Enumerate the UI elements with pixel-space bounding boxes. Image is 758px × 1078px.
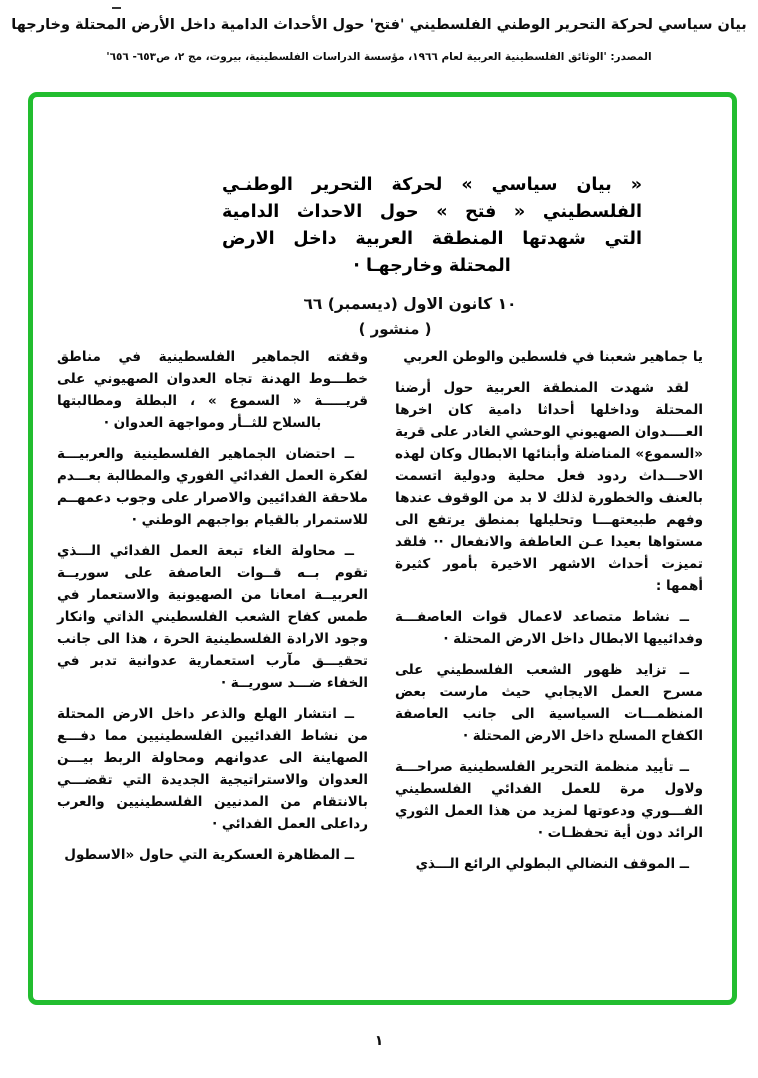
body-column-right xyxy=(395,346,703,884)
page-number: ١ xyxy=(374,1033,384,1049)
bullet-paragraph: ــ تأييد منظمة التحرير الفلسطينية صراحـــة ولاول مرة للعمل الفدائي الفلسطيني الفـــوري ودعوتها لمزيد من هذا العمل الثوري الرائد دون أية تحفظـات · xyxy=(395,759,703,841)
publication-note: ( منشور ) xyxy=(358,320,432,338)
source-header-title: بيان سياسي لحركة التحرير الوطني الفلسطيني 'فتح' حول الأحداث الدامية داخل الأرض المحتلة وخارجها xyxy=(11,17,747,33)
body-column-left xyxy=(57,346,368,875)
statement-title-line: التي شهدتها المنطقة العربية داخل الارض xyxy=(222,229,642,249)
bullet-paragraph: ــ محاولة الغاء تبعة العمل الفدائي الـــذي تقوم بــه قــوات العاصفة على سوريــة العربيــة امعانا من الصهيونية والاستعمار في طمس كفاح الشعب الفلسطيني الذاتي وانكار وجود الارادة الفلسطينية الحرة ، هذا الى جانب تحقيـــق مآرب استعمارية عدوانية تدبر في الخفاء ضـــد سوريــة · xyxy=(57,543,368,691)
statement-title-line: المحتلة وخارجهـا · xyxy=(353,256,511,276)
source-header-citation: المصدر: 'الوثائق الفلسطينية العربية لعام ١٩٦٦، مؤسسة الدراسات الفلسطينية، بيروت، مج ٢، ص٦٥٣- ٦٥٦' xyxy=(106,51,652,63)
bullet-paragraph: ــ الموقف النضالي البطولي الرائع الـــذي xyxy=(415,856,689,872)
bullet-paragraph: ــ المظاهرة العسكرية التي حاول «الاسطول xyxy=(64,847,354,863)
statement-title-line: الفلسطيني « فتح » حول الاحداث الدامية xyxy=(222,202,642,222)
statement-date: ١٠ كانون الاول (ديسمبر) ٦٦ xyxy=(303,295,517,313)
bullet-paragraph: ــ نشاط متصاعد لاعمال قوات العاصفـــة وفدائييها الابطال داخل الارض المحتلة · xyxy=(395,609,703,647)
salutation-line: يا جماهير شعبنا في فلسطين والوطن العربي xyxy=(403,349,703,365)
bullet-paragraph: ــ احتضان الجماهير الفلسطينية والعربيـــة لفكرة العمل الفدائي الفوري والمطالبة بعـــدم ملاحقة الفدائيين والاصرار على وجوب دعمهــم للاستمرار بالقيام بواجبهم الوطني · xyxy=(57,446,368,528)
paragraph: لقد شهدت المنطقة العربية حول أرضنا المحتلة وداخلها أحداثا دامية كان اخرها العــــدوان الصهيوني الوحشي الغادر على قرية «السموع» المناضلة وأبنائها الابطال وكان لهذه الاحـــداث ردود فعل محلية ودولية اتسمت بالعنف والخطورة لذلك لا بد من الوقوف عندها وفهم طبيعتهـــا وتحليلها بمنطق يرتفع الى مستواها بعيدا عـن العاطفة والانفعال ·· فلقد تميزت أحداث الاشهر الاخيرة بأمور كثيرة أهمها : xyxy=(395,380,703,594)
continuation-paragraph: وقفته الجماهير الفلسطينية في مناطق خطـــوط الهدنة تجاه العدوان الصهيوني على قريـــــة « السموع » ، البطلة ومطالبتها بالسلاح للثــأر ومواجهة العدوان · xyxy=(57,349,368,431)
statement-title-line: « بيان سياسي » لحركة التحرير الوطنـي xyxy=(222,175,642,195)
statement-title xyxy=(222,172,642,280)
scan-artifact-dash xyxy=(112,7,121,9)
bullet-paragraph: ــ تزايد ظهور الشعب الفلسطيني على مسرح العمل الايجابي حيث مارست بعض المنظمـــات السياسية الى جانب العاصفة الكفاح المسلح داخل الارض المحتلة · xyxy=(395,662,703,744)
bullet-paragraph: ــ انتشار الهلع والذعر داخل الارض المحتلة من نشاط الفدائيين الفلسطينيين مما دفـــع الصهاينة الى عدوانهم ومحاولة الربط بيـــن العدوان والاستراتيجية الجديدة التي تقضـــي بالانتقام من المدنيين الفلسطينيين والعرب رداعلى العمل الفدائي · xyxy=(57,706,368,832)
